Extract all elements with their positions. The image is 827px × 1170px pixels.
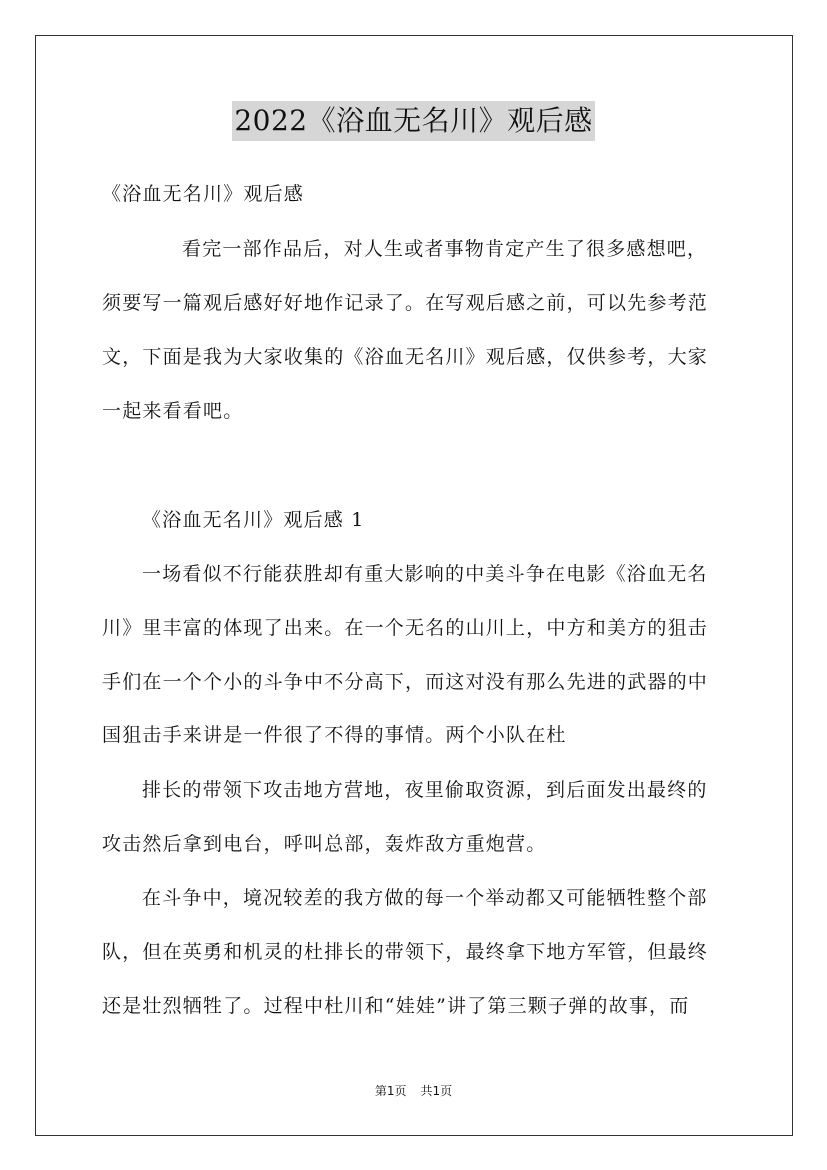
body-line: 排长的带领下攻击地方营地，夜里偷取资源，到后面发出最终的 — [142, 779, 708, 801]
intro-line: 文，下面是我为大家收集的《浴血无名川》观后感，仅供参考，大家 — [102, 346, 709, 368]
intro-line: 一起来看看吧。 — [102, 400, 244, 422]
intro-line: 看完一部作品后，对人生或者事物肯定产生了很多感想吧， — [182, 238, 708, 260]
body-line: 国狙击手来讲是一件很了不得的事情。两个小队在杜 — [102, 724, 567, 746]
page-total: 共1页 — [420, 1084, 453, 1098]
title-container — [0, 101, 827, 141]
page-number: 第1页 — [374, 1084, 407, 1098]
section-heading: 《浴血无名川》观后感 1 — [142, 509, 365, 531]
body-line: 攻击然后拿到电台，呼叫总部，轰炸敌方重炮营。 — [102, 833, 547, 855]
document-subtitle: 《浴血无名川》观后感 — [102, 183, 305, 205]
document-title: 2022《浴血无名川》观后感 — [232, 101, 594, 141]
body-line: 在斗争中，境况较差的我方做的每一个举动都又可能牺牲整个部 — [142, 887, 708, 909]
body-line: 还是壮烈牺牲了。过程中杜川和“娃娃”讲了第三颗子弹的故事，而 — [102, 995, 690, 1017]
page-footer — [0, 1082, 827, 1099]
body-line: 队，但在英勇和机灵的杜排长的带领下，最终拿下地方军管，但最终 — [102, 941, 709, 963]
body-line: 手们在一个个小的斗争中不分高下，而这对没有那么先进的武器的中 — [102, 671, 709, 693]
body-line: 川》里丰富的体现了出来。在一个无名的山川上，中方和美方的狙击 — [102, 617, 709, 639]
intro-line: 须要写一篇观后感好好地作记录了。在写观后感之前，可以先参考范 — [102, 292, 709, 314]
body-line: 一场看似不行能获胜却有重大影响的中美斗争在电影《浴血无名 — [142, 563, 708, 585]
